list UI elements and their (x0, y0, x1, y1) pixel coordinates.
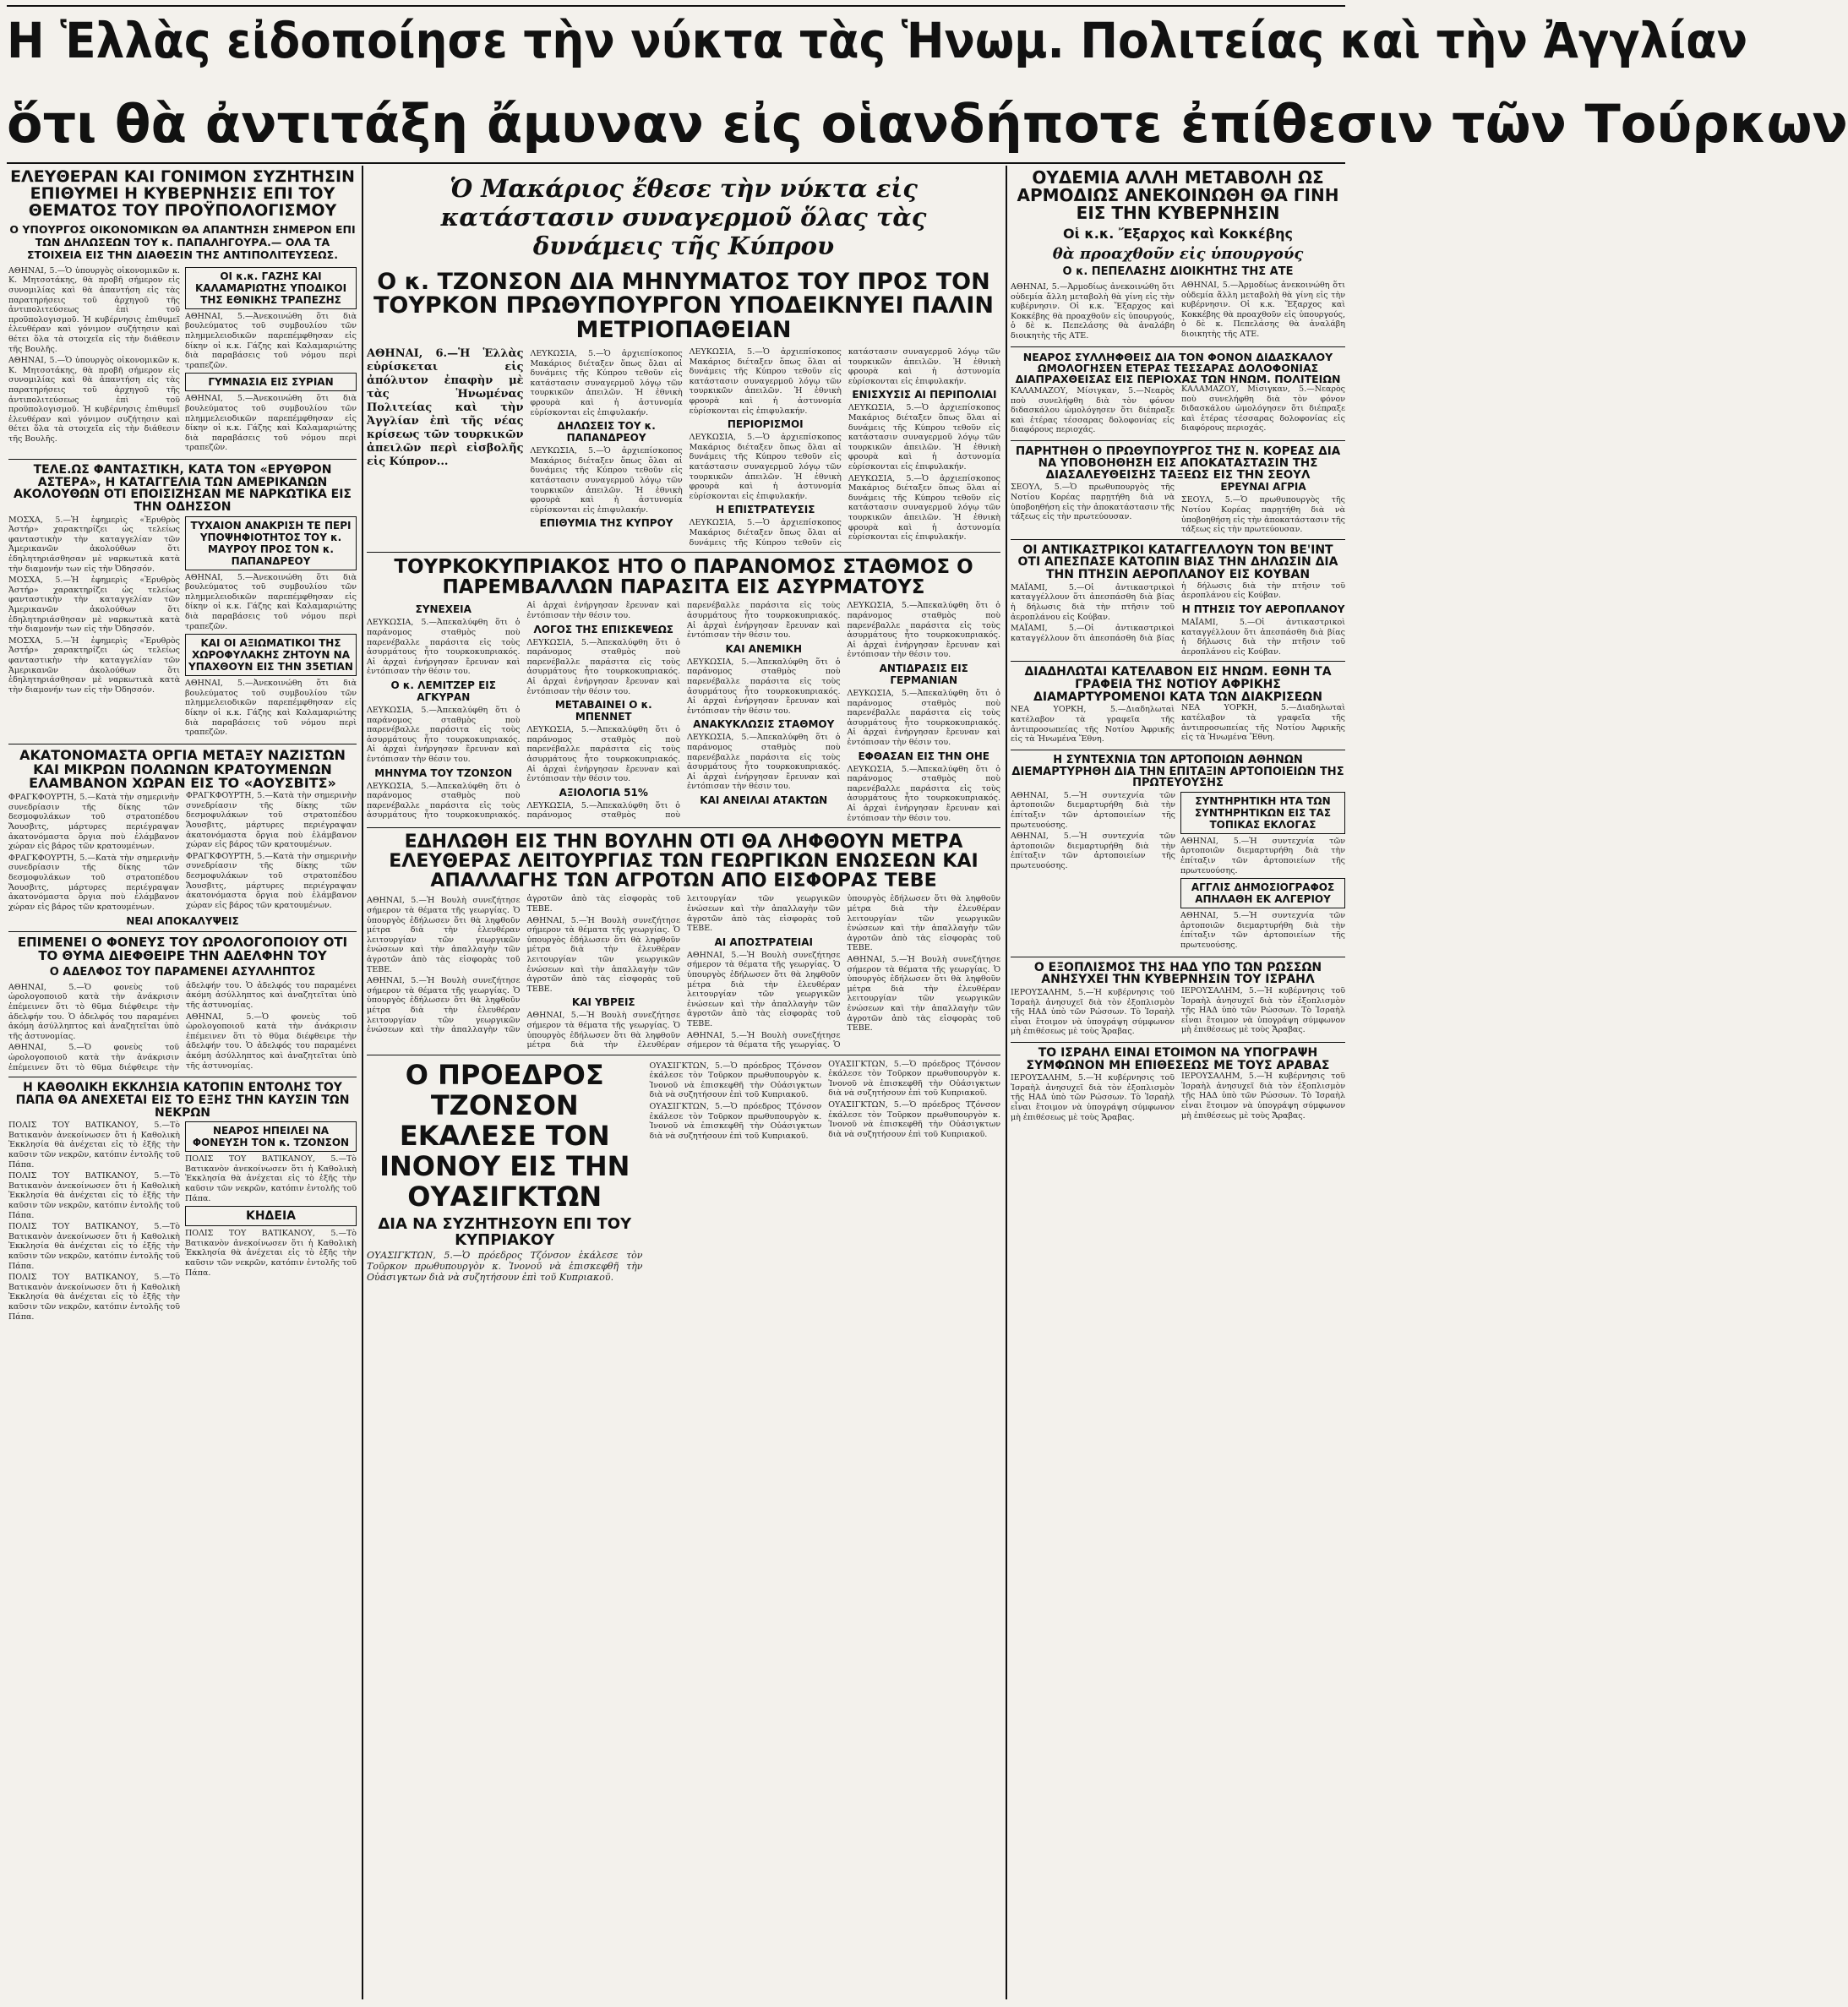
banner-headline-line1: Η Ἑλλὰς εἰδοποίησε τὴν νύκτα τὰς Ἡνωμ. Πολιτείας καὶ τὴν Ἀγγλίαν (7, 12, 1748, 69)
article-station-text-6: ΛΕΥΚΩΣΙΑ, 5.—Ἀπεκαλύφθη ὅτι ὁ παράνομος σταθμὸς ποὺ παρενέβαλλε παράσιτα εἰς τοὺς ἀσυρμάτους ἦτο τουρκοκυπριακός. Αἱ ἀρχαὶ ἐνήργησαν ἔρευναν καὶ ἐντόπισαν τὴν θέσιν του. (526, 601, 841, 821)
right-headline-cuba-flight: ΟΙ ΑΝΤΙΚΑΣΤΡΙΚΟΙ ΚΑΤΑΓΓΕΛΛΟΥΝ ΤΟΝ ΒΕ'ΙΝΤ ΟΤΙ ΑΠΕΣΠΑΣΕ ΚΑΤΟΠΙΝ ΒΙΑΣ ΤΗΝ ΔΗΛΩΣΙΝ ΔΙΑ ΤΗΝ ΠΤΗΣΙΝ ΑΕΡΟΠΛΑΝΟΥ ΕΙΣ ΚΟΥΒΑΝ (1017, 543, 1338, 582)
article-farmers-text-5: ΑΘΗΝΑΙ, 5.—Ἡ Βουλὴ συνεζήτησε σήμερον τὰ θέματα τῆς γεωργίας. Ὁ ὑπουργὸς ἐδήλωσεν ὅτι θὰ ληφθοῦν μέτρα διὰ τὴν ἐλευθέραν λειτουργίαν τῶν γεωργικῶν ἑνώσεων καὶ τὴν ἀπαλλαγὴν τῶν ἀγροτῶν ἀπὸ τὰς εἰσφορὰς τοῦ ΤΕΒΕ. (687, 950, 841, 1028)
right-headline-israel-pact: ΤΟ ΙΣΡΑΗΛ ΕΙΝΑΙ ΕΤΟΙΜΟΝ ΝΑ ΥΠΟΓΡΑΨΗ ΣΥΜΦΩΝΟΝ ΜΗ ΕΠΙΘΕΣΕΩΣ ΜΕ ΤΟΥΣ ΑΡΑΒΑΣ (1026, 1045, 1330, 1072)
right-headline-israel-uar: Ο ΕΞΟΠΛΙΣΜΟΣ ΤΗΣ ΗΑΔ ΥΠΟ ΤΩΝ ΡΩΣΣΩΝ ΑΝΗΣΥΧΕΙ ΤΗΝ ΚΥΒΕΡΝΗΣΙΝ ΤΟΥ ΙΣΡΑΗΛ (1033, 960, 1322, 987)
article-farmers-text: ΑΘΗΝΑΙ, 5.—Ἡ Βουλὴ συνεζήτησε σήμερον τὰ θέματα τῆς γεωργίας. Ὁ ὑπουργὸς ἐδήλωσεν ὅτι θὰ ληφθοῦν μέτρα διὰ τὴν ἐλευθέραν λειτουργίαν τῶν γεωργικῶν ἑνώσεων καὶ τὴν ἀπαλλαγὴν τῶν ἀγροτῶν ἀπὸ τὰς εἰσφορὰς τοῦ ΤΕΒΕ. (367, 896, 521, 974)
left-headline-auschwitz: ΑΚΑΤΟΝΟΜΑΣΤΑ ΟΡΓΙΑ ΜΕΤΑΞΥ ΝΑΖΙΣΤΩΝ ΚΑΙ ΜΙΚΡΩΝ ΠΟΛΩΝΩΝ ΚΡΑΤΟΥΜΕΝΩΝ ΕΛΑΜΒΑΝΟΝ ΧΩΡΑΝ ΕΙΣ ΤΟ «ΑΟΥΣΒΙΤΣ» (19, 746, 346, 792)
article-threat-text: ΠΟΛΙΣ ΤΟΥ ΒΑΤΙΚΑΝΟΥ, 5.—Τὸ Βατικανὸν ἀνεκοίνωσεν ὅτι ἡ Καθολικὴ Ἐκκλησία θὰ ἀνέχεται εἰς τὸ ἑξῆς τὴν καῦσιν τῶν νεκρῶν, κατόπιν ἐντολῆς τοῦ Πάπα. (185, 1154, 357, 1203)
banner-headline-line2: ὅτι θὰ ἀντιτάξη ἄμυναν εἰς οἱανδήποτε ἐπίθεσιν τῶν Τούρκων (7, 93, 1848, 155)
subhead-mobilization: Η ΕΠΙΣΤΡΑΤΕΥΣΙΣ (716, 504, 815, 516)
right-headline-teacher-murder: ΝΕΑΡΟΣ ΣΥΛΛΗΦΘΕΙΣ ΔΙΑ ΤΟΝ ΦΟΝΟΝ ΔΙΔΑΣΚΑΛΟΥ ΩΜΟΛΟΓΗΣΕΝ ΕΤΕΡΑΣ ΤΕΣΣΑΡΑΣ ΔΟΛΟΦΟΝΙΑΣ ΔΙΑΠΡΑΧΘΕΙΣΑΣ ΕΙΣ ΠΕΡΙΟΧΑΣ ΤΩΝ ΗΝΩΜ. ΠΟΛΙΤΕΙΩΝ (1015, 350, 1341, 385)
article-budget-text-2: ΑΘΗΝΑΙ, 5.—Ὁ ὑπουργὸς οἰκονομικῶν κ. Κ. Μητσοτάκης, θὰ προβῆ σήμερον εἰς συνομιλίας καὶ θὰ ἀπαντήση εἰς τὰς παρατηρήσεις τοῦ ἀρχηγοῦ τῆς ἀντιπολιτεύσεως ἐπὶ τοῦ προϋπολογισμοῦ. Ἡ κυβέρνησις ἐπιθυμεῖ ἐλευθέραν καὶ γόνιμον συζήτησιν καὶ θέτει ὅλα τὰ στοιχεῖα εἰς τὴν διάθεσιν τῆς Βουλῆς. (8, 356, 180, 444)
subhead-un-arrival: ΕΦΘΑΣΑΝ ΕΙΣ ΤΗΝ ΟΗΕ (858, 750, 990, 762)
subhead-continuation: ΣΥΝΕΧΕΙΑ (415, 603, 472, 616)
box-funeral: ΚΗΔΕΙΑ (185, 1206, 357, 1226)
article-inonu-text-2: ΟΥΑΣΙΓΚΤΩΝ, 5.—Ὁ πρόεδρος Τζόνσον ἐκάλεσε τὸν Τοῦρκον πρωθυπουργὸν κ. Ἰνονοῦ νὰ ἐπισκεφθῆ τὴν Οὐάσιγκτων διὰ νὰ συζητήσουν ἐπὶ τοῦ Κυπριακοῦ. (649, 1061, 822, 1100)
article-watchmaker-text-2: ΑΘΗΝΑΙ, 5.—Ὁ φονεὺς τοῦ ὡρολογοποιοῦ κατὰ τὴν ἀνάκρισιν ἐπέμεινεν ὅτι τὸ θῦμα διέφθειρε τὴν ἀδελφήν του. Ὁ ἀδελφός του παραμένει ἀκόμη ἀσύλληπτος καὶ ἀναζητεῖται ὑπὸ τῆς ἀστυνομίας. (8, 980, 357, 1072)
article-teacher-text: ΚΑΛΑΜΑΖΟΥ, Μίσιγκαν, 5.—Νεαρὸς ποὺ συνελήφθη διὰ τὸν φόνον διδασκάλου ὡμολόγησεν ὅτι διέπραξε καὶ ἑτέρας τέσσαρας δολοφονίας εἰς διαφόρους περιοχάς. (1011, 385, 1175, 435)
article-cuba-text: ΜΑΪΑΜΙ, 5.—Οἱ ἀντικαστρικοὶ καταγγέλλουν ὅτι ἀπεσπάσθη διὰ βίας ἡ δήλωσις διὰ τὴν πτῆσιν τοῦ ἀεροπλάνου εἰς Κούβαν. (1011, 582, 1175, 622)
article-journalist-text: ΑΘΗΝΑΙ, 5.—Ἡ συντεχνία τῶν ἀρτοποιῶν διεμαρτυρήθη διὰ τὴν ἐπίταξιν τῶν ἀρτοποιείων τῆς πρωτευούσης. (1180, 911, 1345, 950)
article-gendarmerie-text: ΑΘΗΝΑΙ, 5.—Ἀνεκοινώθη ὅτι διὰ βουλεύματος τοῦ συμβουλίου τῶν πλημμελειοδικῶν παρεπέμφθησαν εἰς δίκην οἱ κ.κ. Γάζης καὶ Καλαμαριώτης διὰ παραβάσεις τοῦ νόμου περὶ τραπεζῶν. (185, 679, 357, 738)
article-station-text-5: ΛΕΥΚΩΣΙΑ, 5.—Ἀπεκαλύφθη ὅτι ὁ παράνομος σταθμὸς ποὺ παρενέβαλλε παράσιτα εἰς τοὺς ἀσυρμάτους ἦτο τουρκοκυπριακός. Αἱ ἀρχαὶ ἐνήργησαν ἔρευναν καὶ ἐντόπισαν τὴν θέσιν του. (526, 725, 680, 784)
box-journalist: ΑΓΓΛΙΣ ΔΗΜΟΣΙΟΓΡΑΦΟΣ ΑΠΗΛΑΘΗ ΕΚ ΑΛΓΕΡΙΟΥ (1180, 878, 1345, 908)
article-israel-text-2: ΙΕΡΟΥΣΑΛΗΜ, 5.—Ἡ κυβέρνησις τοῦ Ἰσραὴλ ἀνησυχεῖ διὰ τὸν ἐξοπλισμὸν τῆς ΗΑΔ ὑπὸ τῶν Ρώσσων. Τὸ Ἰσραὴλ εἶναι ἕτοιμον νὰ ὑπογράψη σύμφωνον μὴ ἐπιθέσεως μὲ τοὺς Ἄραβας. (1181, 985, 1345, 1035)
article-inonu-text-3: ΟΥΑΣΙΓΚΤΩΝ, 5.—Ὁ πρόεδρος Τζόνσον ἐκάλεσε τὸν Τοῦρκον πρωθυπουργὸν κ. Ἰνονοῦ νὰ ἐπισκεφθῆ τὴν Οὐάσιγκτων διὰ νὰ συζητήσουν ἐπὶ τοῦ Κυπριακοῦ. (649, 1102, 822, 1141)
article-cyprus-text-7: ΛΕΥΚΩΣΙΑ, 5.—Ὁ ἀρχιεπίσκοπος Μακάριος διέταξεν ὅπως ὅλαι αἱ δυνάμεις τῆς Κύπρου τεθοῦν εἰς κατάστασιν συναγερμοῦ λόγῳ τῶν τουρκικῶν ἀπειλῶν. Ἡ ἐθνικὴ φρουρὰ καὶ ἡ ἀστυνομία εὑρίσκονται εἰς ἐπιφυλακήν. (848, 473, 1000, 543)
right-column (1011, 169, 1345, 1999)
article-farmers-text-4: ΑΘΗΝΑΙ, 5.—Ἡ Βουλὴ συνεζήτησε σήμερον τὰ θέματα τῆς γεωργίας. Ὁ ὑπουργὸς ἐδήλωσεν ὅτι θὰ ληφθοῦν μέτρα διὰ τὴν ἐλευθέραν λειτουργίαν τῶν γεωργικῶν ἑνώσεων καὶ τὴν ἀπαλλαγὴν τῶν ἀγροτῶν ἀπὸ τὰς εἰσφορὰς τοῦ ΤΕΒΕ. (526, 894, 841, 1050)
article-korea-text: ΣΕΟΥΛ, 5.—Ὁ πρωθυπουργὸς τῆς Νοτίου Κορέας παρῃτήθη διὰ νὰ ὑποβοηθήση εἰς τὴν ἀποκατάστασιν τῆς τάξεως εἰς τὴν πρωτεύουσαν. (1011, 483, 1175, 522)
subhead-johnson-message: ΜΗΝΥΜΑ ΤΟΥ ΤΖΟΝΣΟΝ (374, 766, 513, 779)
subhead-retirements: ΑΙ ΑΠΟΣΤΡΑΤΕΙΑΙ (714, 935, 814, 948)
box-threat-johnson: ΝΕΑΡΟΣ ΗΠΕΙΛΕΙ ΝΑ ΦΟΝΕΥΣΗ ΤΟΝ κ. ΤΖΟΝΣΟΝ (185, 1121, 357, 1152)
box-syria: ΓΥΜΝΑΣΙΑ ΕΙΣ ΣΥΡΙΑΝ (185, 373, 357, 391)
article-red-star-text-2: ΜΟΣΧΑ, 5.—Ἡ ἐφημερὶς «Ἐρυθρὸς Ἀστήρ» χαρακτηρίζει ὡς τελείως φανταστικὴν τὴν καταγγελίαν τῶν Ἀμερικανῶν ἀκολούθων ὅτι ἐδηλητηριάσθησαν μὲ ναρκωτικὰ κατὰ τὴν διαμονήν των εἰς τὴν Ὀδησσόν. (8, 575, 180, 635)
article-auschwitz-text-3: ΦΡΑΓΚΦΟΥΡΤΗ, 5.—Κατὰ τὴν σημερινὴν συνεδρίασιν τῆς δίκης τῶν δεσμοφυλάκων τοῦ στρατοπέδου Ἄουσβιτς, μάρτυρες περιέγραψαν ἀκατονόμαστα ὄργια ποὺ ἐλάμβανον χώραν εἰς βάρος τῶν κρατουμένων. (186, 791, 357, 850)
subhead-cyprus-wish: ΕΠΙΘΥΜΙΑ ΤΗΣ ΚΥΠΡΟΥ (539, 517, 673, 530)
article-cyprus-text: ΛΕΥΚΩΣΙΑ, 5.—Ὁ ἀρχιεπίσκοπος Μακάριος διέταξεν ὅπως ὅλαι αἱ δυνάμεις τῆς Κύπρου τεθοῦν εἰς κατάστασιν συναγερμοῦ λόγῳ τῶν τουρκικῶν ἀπειλῶν. Ἡ ἐθνικὴ φρουρὰ καὶ ἡ ἀστυνομία εὑρίσκονται εἰς ἐπιφυλακήν. (530, 349, 683, 417)
right-headline-bakers: Η ΣΥΝΤΕΧΝΙΑ ΤΩΝ ΑΡΤΟΠΟΙΩΝ ΑΘΗΝΩΝ ΔΙΕΜΑΡΤΥΡΗΘΗ ΔΙΑ ΤΗΝ ΕΠΙΤΑΞΙΝ ΑΡΤΟΠΟΙΕΙΩΝ ΤΗΣ ΠΡΩΤΕΥΟΥΣΗΣ (1011, 753, 1344, 790)
article-syria-text: ΑΘΗΝΑΙ, 5.—Ἀνεκοινώθη ὅτι διὰ βουλεύματος τοῦ συμβουλίου τῶν πλημμελειοδικῶν παρεπέμφθησαν εἰς δίκην οἱ κ.κ. Γάζης καὶ Καλαμαριώτης διὰ παραβάσεις τοῦ νόμου περὶ τραπεζῶν. (185, 394, 357, 453)
article-gazis-text: ΑΘΗΝΑΙ, 5.—Ἀνεκοινώθη ὅτι διὰ βουλεύματος τοῦ συμβουλίου τῶν πλημμελειοδικῶν παρεπέμφθησαν εἰς δίκην οἱ κ.κ. Γάζης καὶ Καλαμαριώτης διὰ παραβάσεις τοῦ νόμου περὶ τραπεζῶν. (185, 311, 357, 370)
article-station-text-9: ΛΕΥΚΩΣΙΑ, 5.—Ἀπεκαλύφθη ὅτι ὁ παράνομος σταθμὸς ποὺ παρενέβαλλε παράσιτα εἰς τοὺς ἀσυρμάτους ἦτο τουρκοκυπριακός. Αἱ ἀρχαὶ ἐνήργησαν ἔρευναν καὶ ἐντόπισαν τὴν θέσιν του. (847, 601, 1000, 660)
article-red-star-text-3: ΜΟΣΧΑ, 5.—Ἡ ἐφημερὶς «Ἐρυθρὸς Ἀστήρ» χαρακτηρίζει ὡς τελείως φανταστικὴν τὴν καταγγελίαν τῶν Ἀμερικανῶν ἀκολούθων ὅτι ἐδηλητηριάσθησαν μὲ ναρκωτικὰ κατὰ τὴν διαμονήν των εἰς τὴν Ὀδησσόν. (8, 635, 180, 695)
article-cremation-text: ΠΟΛΙΣ ΤΟΥ ΒΑΤΙΚΑΝΟΥ, 5.—Τὸ Βατικανὸν ἀνεκοίνωσεν ὅτι ἡ Καθολικὴ Ἐκκλησία θὰ ἀνέχεται εἰς τὸ ἑξῆς τὴν καῦσιν τῶν νεκρῶν, κατόπιν ἐντολῆς τοῦ Πάπα. (8, 1121, 180, 1170)
banner-rule (7, 162, 1345, 164)
article-station-text-4: ΛΕΥΚΩΣΙΑ, 5.—Ἀπεκαλύφθη ὅτι ὁ παράνομος σταθμὸς ποὺ παρενέβαλλε παράσιτα εἰς τοὺς ἀσυρμάτους ἦτο τουρκοκυπριακός. Αἱ ἀρχαὶ ἐνήργησαν ἔρευναν καὶ ἐντόπισαν τὴν θέσιν του. (526, 637, 680, 696)
article-farmers-text-2: ΑΘΗΝΑΙ, 5.—Ἡ Βουλὴ συνεζήτησε σήμερον τὰ θέματα τῆς γεωργίας. Ὁ ὑπουργὸς ἐδήλωσεν ὅτι θὰ ληφθοῦν μέτρα διὰ τὴν ἐλευθέραν λειτουργίαν τῶν γεωργικῶν ἑνώσεων καὶ τὴν ἀπαλλαγὴν τῶν ἀγροτῶν ἀπὸ τὰς εἰσφορὰς τοῦ ΤΕΒΕ. (367, 894, 680, 1035)
subhead-new-revelations: ΝΕΑΙ ΑΠΟΚΑΛΥΨΕΙΣ (126, 915, 239, 928)
left-column (8, 169, 357, 1999)
center-headline-radio-station: ΤΟΥΡΚΟΚΥΠΡΙΑΚΟΣ ΗΤΟ Ο ΠΑΡΑΝΟΜΟΣ ΣΤΑΘΜΟΣ Ο ΠΑΡΕΜΒΑΛΛΩΝ ΠΑΡΑΣΙΤΑ ΕΙΣ ΑΣΥΡΜΑΤΟΥΣ (394, 556, 973, 599)
article-cremation-text-2: ΠΟΛΙΣ ΤΟΥ ΒΑΤΙΚΑΝΟΥ, 5.—Τὸ Βατικανὸν ἀνεκοίνωσεν ὅτι ἡ Καθολικὴ Ἐκκλησία θὰ ἀνέχεται εἰς τὸ ἑξῆς τὴν καῦσιν τῶν νεκρῶν, κατόπιν ἐντολῆς τοῦ Πάπα. (8, 1171, 180, 1220)
box-conservatives: ΣΥΝΤΗΡΗΤΙΚΗ ΗΤΑ ΤΩΝ ΣΥΝΤΗΡΗΤΙΚΩΝ ΕΙΣ ΤΑΣ ΤΟΠΙΚΑΣ ΕΚΛΟΓΑΣ (1180, 792, 1345, 834)
box-gazis: ΟΙ κ.κ. ΓΑΖΗΣ ΚΑΙ ΚΑΛΑΜΑΡΙΩΤΗΣ ΥΠΟΔΙΚΟΙ ΤΗΣ ΕΘΝΙΚΗΣ ΤΡΑΠΕΖΗΣ (185, 267, 357, 309)
article-pact-text-2: ΙΕΡΟΥΣΑΛΗΜ, 5.—Ἡ κυβέρνησις τοῦ Ἰσραὴλ ἀνησυχεῖ διὰ τὸν ἐξοπλισμὸν τῆς ΗΑΔ ὑπὸ τῶν Ρώσσων. Τὸ Ἰσραὴλ εἶναι ἕτοιμον νὰ ὑπογράψη σύμφωνον μὴ ἐπιθέσεως μὲ τοὺς Ἄραβας. (1181, 1072, 1345, 1121)
divider-left (362, 166, 363, 1999)
center-headline-johnson-message: Ο κ. ΤΖΟΝΣΟΝ ΔΙΑ ΜΗΝΥΜΑΤΟΣ ΤΟΥ ΠΡΟΣ ΤΟΝ ΤΟΥΡΚΟΝ ΠΡΩΘΥΠΟΥΡΓΟΝ ΥΠΟΔΕΙΚΝΥΕΙ ΠΑΛΙΝ ΜΕΤΡΙΟΠΑΘΕΙΑΝ (373, 269, 994, 343)
right-headline-government: ΟΥΔΕΜΙΑ ΑΛΛΗ ΜΕΤΑΒΟΛΗ ΩΣ ΑΡΜΟΔΙΩΣ ΑΝΕΚΟΙΝΩΘΗ ΘΑ ΓΙΝΗ ΕΙΣ ΤΗΝ ΚΥΒΕΡΝΗΣΙΝ (1017, 167, 1339, 223)
right-headline-korea: ΠΑΡΗΤΗΘΗ Ο ΠΡΩΘΥΠΟΥΡΓΟΣ ΤΗΣ Ν. ΚΟΡΕΑΣ ΔΙΑ ΝΑ ΥΠΟΒΟΗΘΗΣΗ ΕΙΣ ΑΠΟΚΑΤΑΣΤΑΣΙΝ ΤΗΣ ΔΙΑΣΑΛΕΥΘΕΙΣΗΣ ΤΑΞΕΩΣ ΕΙΣ ΤΗΝ ΣΕΟΥΛ (1015, 444, 1341, 483)
article-station-text-3: ΛΕΥΚΩΣΙΑ, 5.—Ἀπεκαλύφθη ὅτι ὁ παράνομος σταθμὸς ποὺ παρενέβαλλε παράσιτα εἰς τοὺς ἀσυρμάτους ἦτο τουρκοκυπριακός. Αἱ ἀρχαὶ ἐνήργησαν ἔρευναν καὶ ἐντόπισαν τὴν θέσιν του. (367, 601, 680, 821)
center-column (367, 169, 1000, 1999)
article-auschwitz-text: ΦΡΑΓΚΦΟΥΡΤΗ, 5.—Κατὰ τὴν σημερινὴν συνεδρίασιν τῆς δίκης τῶν δεσμοφυλάκων τοῦ στρατοπέδου Ἄουσβιτς, μάρτυρες περιέγραψαν ἀκατονόμαστα ὄργια ποὺ ἐλάμβανον χώραν εἰς βάρος τῶν κρατουμένων. (8, 793, 179, 852)
subhead-irregulars: ΚΑΙ ΑΝΕΙΛΑΙ ΑΤΑΚΤΩΝ (700, 794, 828, 806)
article-funeral-text: ΠΟΛΙΣ ΤΟΥ ΒΑΤΙΚΑΝΟΥ, 5.—Τὸ Βατικανὸν ἀνεκοίνωσεν ὅτι ἡ Καθολικὴ Ἐκκλησία θὰ ἀνέχεται εἰς τὸ ἑξῆς τὴν καῦσιν τῶν νεκρῶν, κατόπιν ἐντολῆς τοῦ Πάπα. (185, 1229, 357, 1278)
article-station-text: ΛΕΥΚΩΣΙΑ, 5.—Ἀπεκαλύφθη ὅτι ὁ παράνομος σταθμὸς ποὺ παρενέβαλλε παράσιτα εἰς τοὺς ἀσυρμάτους ἦτο τουρκοκυπριακός. Αἱ ἀρχαὶ ἐνήργησαν ἔρευναν καὶ ἐντόπισαν τὴν θέσιν του. (367, 618, 521, 677)
article-government-text: ΑΘΗΝΑΙ, 5.—Ἀρμοδίως ἀνεκοινώθη ὅτι οὐδεμία ἄλλη μεταβολὴ θὰ γίνη εἰς τὴν κυβέρνησιν. Οἱ κ.κ. Ἔξαρχος καὶ Κοκκέβης θὰ προαχθοῦν εἰς ὑπουργούς, ὁ δὲ κ. Πεπελάσης θὰ ἀναλάβη διοικητὴς τῆς ΑΤΕ. (1011, 282, 1175, 341)
article-bakers-text: ΑΘΗΝΑΙ, 5.—Ἡ συντεχνία τῶν ἀρτοποιῶν διεμαρτυρήθη διὰ τὴν ἐπίταξιν τῶν ἀρτοποιείων τῆς πρωτευούσης. (1011, 790, 1175, 830)
article-farmers-text-6: ΑΘΗΝΑΙ, 5.—Ἡ Βουλὴ συνεζήτησε σήμερον τὰ θέματα τῆς γεωργίας. Ὁ ὑπουργὸς ἐδήλωσεν ὅτι θὰ ληφθοῦν μέτρα διὰ τὴν ἐλευθέραν λειτουργίαν τῶν γεωργικῶν ἑνώσεων καὶ τὴν ἀπαλλαγὴν τῶν ἀγροτῶν ἀπὸ τὰς εἰσφορὰς τοῦ ΤΕΒΕ. (687, 894, 1000, 1050)
right-subhead-ministers: Οἱ κ.κ. Ἔξαρχος καὶ Κοκκέβης (1062, 226, 1294, 242)
article-cyprus-text-5: ΛΕΥΚΩΣΙΑ, 5.—Ὁ ἀρχιεπίσκοπος Μακάριος διέταξεν ὅπως ὅλαι αἱ δυνάμεις τῆς Κύπρου τεθοῦν εἰς κατάστασιν συναγερμοῦ λόγῳ τῶν τουρκικῶν ἀπειλῶν. Ἡ ἐθνικὴ φρουρὰ καὶ ἡ ἀστυνομία εὑρίσκονται εἰς ἐπιφυλακήν. (689, 347, 1000, 548)
article-un-text: ΝΕΑ ΥΟΡΚΗ, 5.—Διαδηλωταὶ κατέλαβον τὰ γραφεῖα τῆς ἀντιπροσωπείας τῆς Νοτίου Ἀφρικῆς εἰς τὰ Ἡνωμένα Ἔθνη. (1011, 705, 1175, 744)
center-lead-text: ΑΘΗΝΑΙ, 6.—Ἡ Ἑλλὰς εὑρίσκεται εἰς ἀπόλυτον ἐπαφὴν μὲ τὰς Ἡνωμένας Πολιτείας καὶ τὴν Ἀγγλίαν ἐπὶ τῆς νέας κρίσεως τῶν τουρκικῶν ἀπειλῶν περὶ εἰσβολῆς εἰς Κύπρον... (367, 347, 524, 469)
subhead-insults: ΚΑΙ ΥΒΡΕΙΣ (571, 996, 635, 1009)
article-station-text-7: ΛΕΥΚΩΣΙΑ, 5.—Ἀπεκαλύφθη ὅτι ὁ παράνομος σταθμὸς ποὺ παρενέβαλλε παράσιτα εἰς τοὺς ἀσυρμάτους ἦτο τουρκοκυπριακός. Αἱ ἀρχαὶ ἐνήργησαν ἔρευναν καὶ ἐντόπισαν τὴν θέσιν του. (687, 657, 841, 716)
center-headline-inonu: Ο ΠΡΟΕΔΡΟΣ ΤΖΟΝΣΟΝ ΕΚΑΛΕΣΕ ΤΟΝ ΙΝΟΝΟΥ ΕΙΣ ΤΗΝ ΟΥΑΣΙΓΚΤΩΝ (379, 1058, 630, 1213)
subhead-51-percent: ΑΞΙΟΛΟΓΙΑ 51% (559, 786, 648, 799)
article-farmers-text-3: ΑΘΗΝΑΙ, 5.—Ἡ Βουλὴ συνεζήτησε σήμερον τὰ θέματα τῆς γεωργίας. Ὁ ὑπουργὸς ἐδήλωσεν ὅτι θὰ ληφθοῦν μέτρα διὰ τὴν ἐλευθέραν λειτουργίαν τῶν γεωργικῶν ἑνώσεων καὶ τὴν ἀπαλλαγὴν τῶν ἀγροτῶν ἀπὸ τὰς εἰσφορὰς τοῦ ΤΕΒΕ. (526, 915, 680, 994)
article-auschwitz-text-4: ΦΡΑΓΚΦΟΥΡΤΗ, 5.—Κατὰ τὴν σημερινὴν συνεδρίασιν τῆς δίκης τῶν δεσμοφυλάκων τοῦ στρατοπέδου Ἄουσβιτς, μάρτυρες περιέγραψαν ἀκατονόμαστα ὄργια ποὺ ἐλάμβανον χώραν εἰς βάρος τῶν κρατουμένων. (186, 851, 357, 910)
right-ital-promotion: θὰ προαχθοῦν εἰς ὑπουργούς (1052, 245, 1304, 263)
subhead-anemic: ΚΑΙ ΑΝΕΜΙΚΗ (725, 642, 802, 655)
article-un-text-2: ΝΕΑ ΥΟΡΚΗ, 5.—Διαδηλωταὶ κατέλαβον τὰ γραφεῖα τῆς ἀντιπροσωπείας τῆς Νοτίου Ἀφρικῆς εἰς τὰ Ἡνωμένα Ἔθνη. (1181, 703, 1345, 743)
article-cyprus-text-3: ΛΕΥΚΩΣΙΑ, 5.—Ὁ ἀρχιεπίσκοπος Μακάριος διέταξεν ὅπως ὅλαι αἱ δυνάμεις τῆς Κύπρου τεθοῦν εἰς κατάστασιν συναγερμοῦ λόγῳ τῶν τουρκικῶν ἀπειλῶν. Ἡ ἐθνικὴ φρουρὰ καὶ ἡ ἀστυνομία εὑρίσκονται εἰς ἐπιφυλακήν. (689, 347, 842, 416)
subhead-wild-searches: ΕΡΕΥΝΑΙ ΑΓΡΙΑ (1220, 481, 1306, 494)
article-budget-text: ΑΘΗΝΑΙ, 5.—Ὁ ὑπουργὸς οἰκονομικῶν κ. Κ. Μητσοτάκης, θὰ προβῆ σήμερον εἰς συνομιλίας καὶ θὰ ἀπαντήση εἰς τὰς παρατηρήσεις τοῦ ἀρχηγοῦ τῆς ἀντιπολιτεύσεως ἐπὶ τοῦ προϋπολογισμοῦ. Ἡ κυβέρνησις ἐπιθυμεῖ ἐλευθέραν καὶ γόνιμον συζήτησιν καὶ θέτει ὅλα τὰ στοιχεῖα εἰς τὴν διάθεσιν τῆς Βουλῆς. (8, 265, 180, 354)
article-pact-text: ΙΕΡΟΥΣΑΛΗΜ, 5.—Ἡ κυβέρνησις τοῦ Ἰσραὴλ ἀνησυχεῖ διὰ τὸν ἐξοπλισμὸν τῆς ΗΑΔ ὑπὸ τῶν Ρώσσων. Τὸ Ἰσραὴλ εἶναι ἕτοιμον νὰ ὑπογράψη σύμφωνον μὴ ἐπιθέσεως μὲ τοὺς Ἄραβας. (1011, 1073, 1175, 1122)
article-cyprus-text-6: ΛΕΥΚΩΣΙΑ, 5.—Ὁ ἀρχιεπίσκοπος Μακάριος διέταξεν ὅπως ὅλαι αἱ δυνάμεις τῆς Κύπρου τεθοῦν εἰς κατάστασιν συναγερμοῦ λόγῳ τῶν τουρκικῶν ἀπειλῶν. Ἡ ἐθνικὴ φρουρὰ καὶ ἡ ἀστυνομία εὑρίσκονται εἰς ἐπιφυλακήν. (848, 403, 1000, 472)
right-subhead-ate: Ο κ. ΠΕΠΕΛΑΣΗΣ ΔΙΟΙΚΗΤΗΣ ΤΗΣ ΑΤΕ (1062, 265, 1294, 278)
box-mavros: ΤΥΧΑΙΟΝ ΑΝΑΚΡΙΣΗ ΤΕ ΠΕΡΙ ΥΠΟΨΗΦΙΟΤΗΤΟΣ ΤΟΥ κ. ΜΑΥΡΟΥ ΠΡΟΣ ΤΟΝ κ. ΠΑΠΑΝΔΡΕΟΥ (185, 516, 357, 570)
article-cyprus-text-4: ΛΕΥΚΩΣΙΑ, 5.—Ὁ ἀρχιεπίσκοπος Μακάριος διέταξεν ὅπως ὅλαι αἱ δυνάμεις τῆς Κύπρου τεθοῦν εἰς κατάστασιν συναγερμοῦ λόγῳ τῶν τουρκικῶν ἀπειλῶν. Ἡ ἐθνικὴ φρουρὰ καὶ ἡ ἀστυνομία εὑρίσκονται εἰς ἐπιφυλακήν. (689, 433, 842, 501)
subhead-plane-flight: Η ΠΤΗΣΙΣ ΤΟΥ ΑΕΡΟΠΛΑΝΟΥ (1181, 603, 1345, 616)
article-korea-text-2: ΣΕΟΥΛ, 5.—Ὁ πρωθυπουργὸς τῆς Νοτίου Κορέας παρῃτήθη διὰ νὰ ὑποβοηθήση εἰς τὴν ἀποκατάστασιν τῆς τάξεως εἰς τὴν πρωτεύουσαν. (1181, 495, 1345, 535)
article-station-text-10: ΛΕΥΚΩΣΙΑ, 5.—Ἀπεκαλύφθη ὅτι ὁ παράνομος σταθμὸς ποὺ παρενέβαλλε παράσιτα εἰς τοὺς ἀσυρμάτους ἦτο τουρκοκυπριακός. Αἱ ἀρχαὶ ἐνήργησαν ἔρευναν καὶ ἐντόπισαν τὴν θέσιν του. (847, 688, 1000, 747)
article-station-text-11: ΛΕΥΚΩΣΙΑ, 5.—Ἀπεκαλύφθη ὅτι ὁ παράνομος σταθμὸς ποὺ παρενέβαλλε παράσιτα εἰς τοὺς ἀσυρμάτους ἦτο τουρκοκυπριακός. Αἱ ἀρχαὶ ἐνήργησαν ἔρευναν καὶ ἐντόπισαν τὴν θέσιν του. (847, 764, 1000, 823)
article-red-star-text: ΜΟΣΧΑ, 5.—Ἡ ἐφημερὶς «Ἐρυθρὸς Ἀστήρ» χαρακτηρίζει ὡς τελείως φανταστικὴν τὴν καταγγελίαν τῶν Ἀμερικανῶν ἀκολούθων ὅτι ἐδηλητηριάσθησαν μὲ ναρκωτικὰ κατὰ τὴν διαμονήν των εἰς τὴν Ὀδησσόν. (8, 515, 180, 574)
article-israel-text: ΙΕΡΟΥΣΑΛΗΜ, 5.—Ἡ κυβέρνησις τοῦ Ἰσραὴλ ἀνησυχεῖ διὰ τὸν ἐξοπλισμὸν τῆς ΗΑΔ ὑπὸ τῶν Ρώσσων. Τὸ Ἰσραὴλ εἶναι ἕτοιμον νὰ ὑπογράψη σύμφωνον μὴ ἐπιθέσεως μὲ τοὺς Ἄραβας. (1011, 987, 1175, 1037)
subhead-patrols: ΕΝΙΣΧΥΣΙΣ ΑΙ ΠΕΡΙΠΟΛΙΑΙ (852, 389, 997, 401)
article-cyprus-text-2: ΛΕΥΚΩΣΙΑ, 5.—Ὁ ἀρχιεπίσκοπος Μακάριος διέταξεν ὅπως ὅλαι αἱ δυνάμεις τῆς Κύπρου τεθοῦν εἰς κατάστασιν συναγερμοῦ λόγῳ τῶν τουρκικῶν ἀπειλῶν. Ἡ ἐθνικὴ φρουρὰ καὶ ἡ ἀστυνομία εὑρίσκονται εἰς ἐπιφυλακήν. (530, 446, 683, 515)
article-station-text-8: ΛΕΥΚΩΣΙΑ, 5.—Ἀπεκαλύφθη ὅτι ὁ παράνομος σταθμὸς ποὺ παρενέβαλλε παράσιτα εἰς τοὺς ἀσυρμάτους ἦτο τουρκοκυπριακός. Αἱ ἀρχαὶ ἐνήργησαν ἔρευναν καὶ ἐντόπισαν τὴν θέσιν του. (687, 733, 841, 792)
article-farmers-text-7: ΑΘΗΝΑΙ, 5.—Ἡ Βουλὴ συνεζήτησε σήμερον τὰ θέματα τῆς γεωργίας. Ὁ ὑπουργὸς ἐδήλωσεν ὅτι θὰ ληφθοῦν μέτρα διὰ τὴν ἐλευθέραν λειτουργίαν τῶν γεωργικῶν ἑνώσεων καὶ τὴν ἀπαλλαγὴν τῶν ἀγροτῶν ἀπὸ τὰς εἰσφορὰς τοῦ ΤΕΒΕ. (847, 954, 1000, 1033)
article-auschwitz-text-2: ΦΡΑΓΚΦΟΥΡΤΗ, 5.—Κατὰ τὴν σημερινὴν συνεδρίασιν τῆς δίκης τῶν δεσμοφυλάκων τοῦ στρατοπέδου Ἄουσβιτς, μάρτυρες περιέγραψαν ἀκατονόμαστα ὄργια ποὺ ἐλάμβανον χώραν εἰς βάρος τῶν κρατουμένων. (8, 853, 179, 912)
article-inonu-text: ΟΥΑΣΙΓΚΤΩΝ, 5.—Ὁ πρόεδρος Τζόνσον ἐκάλεσε τὸν Τοῦρκον πρωθυπουργὸν κ. Ἰνονοῦ νὰ ἐπισκεφθῆ τὴν Οὐάσιγκτων διὰ νὰ συζητήσουν ἐπὶ τοῦ Κυπριακοῦ. (367, 1250, 643, 1284)
article-watchmaker-text: ΑΘΗΝΑΙ, 5.—Ὁ φονεὺς τοῦ ὡρολογοποιοῦ κατὰ τὴν ἀνάκρισιν ἐπέμεινεν ὅτι τὸ θῦμα διέφθειρε τὴν ἀδελφήν του. Ὁ ἀδελφός του παραμένει ἀκόμη ἀσύλληπτος καὶ ἀναζητεῖται ὑπὸ τῆς ἀστυνομίας. (8, 982, 179, 1041)
left-headline-budget: ΕΛΕΥΘΕΡΑΝ ΚΑΙ ΓΟΝΙΜΟΝ ΣΥΖΗΤΗΣΙΝ ΕΠΙΘΥΜΕΙ Η ΚΥΒΕΡΝΗΣΙΣ ΕΠΙ ΤΟΥ ΘΕΜΑΤΟΣ ΤΟΥ ΠΡΟΫΠΟΛΟΓΙΣΜΟΥ (10, 167, 355, 220)
article-cuba-text-2: ΜΑΪΑΜΙ, 5.—Οἱ ἀντικαστρικοὶ καταγγέλλουν ὅτι ἀπεσπάσθη διὰ βίας ἡ δήλωσις διὰ τὴν πτῆσιν τοῦ ἀεροπλάνου εἰς Κούβαν. (1011, 581, 1345, 643)
center-subhead-inonu: ΔΙΑ ΝΑ ΣΥΖΗΤΗΣΟΥΝ ΕΠΙ ΤΟΥ ΚΥΠΡΙΑΚΟΥ (378, 1214, 632, 1249)
article-teacher-text-2: ΚΑΛΑΜΑΖΟΥ, Μίσιγκαν, 5.—Νεαρὸς ποὺ συνελήφθη διὰ τὸν φόνον διδασκάλου ὡμολόγησεν ὅτι διέπραξε καὶ ἑτέρας τέσσαρας δολοφονίας εἰς διαφόρους περιοχάς. (1181, 384, 1345, 434)
article-bakers-text-2: ΑΘΗΝΑΙ, 5.—Ἡ συντεχνία τῶν ἀρτοποιῶν διεμαρτυρήθη διὰ τὴν ἐπίταξιν τῶν ἀρτοποιείων τῆς πρωτευούσης. (1011, 832, 1175, 870)
subhead-papandreou: ΔΗΛΩΣΕΙΣ ΤΟΥ κ. ΠΑΠΑΝΔΡΕΟΥ (557, 420, 656, 444)
left-headline-watchmaker: ΕΠΙΜΕΝΕΙ Ο ΦΟΝΕΥΣ ΤΟΥ ΩΡΟΛΟΓΟΠΟΙΟΥ ΟΤΙ ΤΟ ΘΥΜΑ ΔΙΕΦΘΕΙΡΕ ΤΗΝ ΑΔΕΛΦΗΝ ΤΟΥ (17, 935, 348, 964)
article-mavros-text: ΑΘΗΝΑΙ, 5.—Ἀνεκοινώθη ὅτι διὰ βουλεύματος τοῦ συμβουλίου τῶν πλημμελειοδικῶν παρεπέμφθησαν εἰς δίκην οἱ κ.κ. Γάζης καὶ Καλαμαριώτης διὰ παραβάσεις τοῦ νόμου περὶ τραπεζῶν. (185, 572, 357, 631)
left-headline-red-star: ΤΕΛΕ.ΩΣ ΦΑΝΤΑΣΤΙΚΗ, ΚΑΤΑ ΤΟΝ «ΕΡΥΘΡΟΝ ΑΣΤΕΡΑ», Η ΚΑΤΑΓΓΕΛΙΑ ΤΩΝ ΑΜΕΡΙΚΑΝΩΝ ΑΚΟΛΟΥΘΩΝ ΟΤΙ ΕΠΟΙΣΙΖΗΣΑΝ ΜΕ ΝΑΡΚΩΤΙΚΑ ΕΙΣ ΤΗΝ ΟΔΗΣΣΟΝ (14, 462, 352, 514)
left-subhead-watchmaker: Ο ΑΔΕΛΦΟΣ ΤΟΥ ΠΑΡΑΜΕΝΕΙ ΑΣΥΛΛΗΠΤΟΣ (49, 965, 316, 979)
subhead-station-discovery: ΑΝΑΚΥΚΛΩΣΙΣ ΣΤΑΘΜΟΥ (693, 718, 835, 731)
article-government-text-2: ΑΘΗΝΑΙ, 5.—Ἀρμοδίως ἀνεκοινώθη ὅτι οὐδεμία ἄλλη μεταβολὴ θὰ γίνη εἰς τὴν κυβέρνησιν. Οἱ κ.κ. Ἔξαρχος καὶ Κοκκέβης θὰ προαχθοῦν εἰς ὑπουργούς, ὁ δὲ κ. Πεπελάσης θὰ ἀναλάβη διοικητὴς τῆς ΑΤΕ. (1181, 281, 1345, 339)
right-headline-un-protest: ΔΙΑΔΗΛΩΤΑΙ ΚΑΤΕΛΑΒΟΝ ΕΙΣ ΗΝΩΜ. ΕΘΝΗ ΤΑ ΓΡΑΦΕΙΑ ΤΗΣ ΝΟΤΙΟΥ ΑΦΡΙΚΗΣ ΔΙΑΜΑΡΤΥΡΟΜΕΝΟΙ ΚΑΤΑ ΤΩΝ ΔΙΑΚΡΙΣΕΩΝ (1024, 665, 1332, 704)
article-cuba-text-3: ΜΑΪΑΜΙ, 5.—Οἱ ἀντικαστρικοὶ καταγγέλλουν ὅτι ἀπεσπάσθη διὰ βίας ἡ δήλωσις διὰ τὴν πτῆσιν τοῦ ἀεροπλάνου εἰς Κούβαν. (1181, 618, 1345, 657)
box-gendarmerie: ΚΑΙ ΟΙ ΑΞΙΩΜΑΤΙΚΟΙ ΤΗΣ ΧΩΡΟΦΥΛΑΚΗΣ ΖΗΤΟΥΝ ΝΑ ΥΠΑΧΘΟΥΝ ΕΙΣ ΤΗΝ 35ΕΤΙΑΝ (185, 634, 357, 676)
center-headline-makarios: Ὁ Μακάριος ἔθεσε τὴν νύκτα εἰς κατάστασιν συναγερμοῦ ὅλας τὰς δυνάμεις τῆς Κύπρου (440, 174, 927, 260)
article-inonu-text-5: ΟΥΑΣΙΓΚΤΩΝ, 5.—Ὁ πρόεδρος Τζόνσον ἐκάλεσε τὸν Τοῦρκον πρωθυπουργὸν κ. Ἰνονοῦ νὰ ἐπισκεφθῆ τὴν Οὐάσιγκτων διὰ νὰ συζητήσουν ἐπὶ τοῦ Κυπριακοῦ. (828, 1100, 1000, 1139)
top-rule (7, 5, 1345, 7)
subhead-restrictions: ΠΕΡΙΟΡΙΣΜΟΙ (727, 418, 804, 431)
subhead-bennett: ΜΕΤΑΒΑΙΝΕΙ Ο κ. ΜΠΕΝΝΕΤ (554, 699, 652, 723)
article-station-text-2: ΛΕΥΚΩΣΙΑ, 5.—Ἀπεκαλύφθη ὅτι ὁ παράνομος σταθμὸς ποὺ παρενέβαλλε παράσιτα εἰς τοὺς ἀσυρμάτους ἦτο τουρκοκυπριακός. Αἱ ἀρχαὶ ἐνήργησαν ἔρευναν καὶ ἐντόπισαν τὴν θέσιν του. (367, 705, 521, 764)
article-conservatives-text: ΑΘΗΝΑΙ, 5.—Ἡ συντεχνία τῶν ἀρτοποιῶν διεμαρτυρήθη διὰ τὴν ἐπίταξιν τῶν ἀρτοποιείων τῆς πρωτευούσης. (1180, 836, 1345, 875)
article-cremation-text-4: ΠΟΛΙΣ ΤΟΥ ΒΑΤΙΚΑΝΟΥ, 5.—Τὸ Βατικανὸν ἀνεκοίνωσεν ὅτι ἡ Καθολικὴ Ἐκκλησία θὰ ἀνέχεται εἰς τὸ ἑξῆς τὴν καῦσιν τῶν νεκρῶν, κατόπιν ἐντολῆς τοῦ Πάπα. (8, 1273, 180, 1322)
left-headline-cremation: Η ΚΑΘΟΛΙΚΗ ΕΚΚΛΗΣΙΑ ΚΑΤΟΠΙΝ ΕΝΤΟΛΗΣ ΤΟΥ ΠΑΠΑ ΘΑ ΑΝΕΧΕΤΑΙ ΕΙΣ ΤΟ ΕΞΗΣ ΤΗΝ ΚΑΥΣΙΝ ΤΩΝ ΝΕΚΡΩΝ (15, 1081, 350, 1120)
article-cremation-text-3: ΠΟΛΙΣ ΤΟΥ ΒΑΤΙΚΑΝΟΥ, 5.—Τὸ Βατικανὸν ἀνεκοίνωσεν ὅτι ἡ Καθολικὴ Ἐκκλησία θὰ ἀνέχεται εἰς τὸ ἑξῆς τὴν καῦσιν τῶν νεκρῶν, κατόπιν ἐντολῆς τοῦ Πάπα. (8, 1222, 180, 1271)
left-subhead-budget: Ο ΥΠΟΥΡΓΟΣ ΟΙΚΟΝΟΜΙΚΩΝ ΘΑ ΑΠΑΝΤΗΣΗ ΣΗΜΕΡΟΝ ΕΠΙ ΤΩΝ ΔΗΛΩΣΕΩΝ ΤΟΥ κ. ΠΑΠΑΛΗΓΟΥΡΑ.— ΟΛΑ ΤΑ ΣΤΟΙΧΕΙΑ ΕΙΣ ΤΗΝ ΔΙΑΘΕΣΙΝ ΤΗΣ ΑΝΤΙΠΟΛΙΤΕΥΣΕΩΣ. (9, 222, 356, 261)
center-headline-farmers: ΕΔΗΛΩΘΗ ΕΙΣ ΤΗΝ ΒΟΥΛΗΝ ΟΤΙ ΘΑ ΛΗΦΘΟΥΝ ΜΕΤΡΑ ΕΛΕΥΘΕΡΑΣ ΛΕΙΤΟΥΡΓΙΑΣ ΤΩΝ ΓΕΩΡΓΙΚΩΝ ΕΝΩΣΕΩΝ ΚΑΙ ΑΠΑΛΛΑΓΗΣ ΤΩΝ ΑΓΡΟΤΩΝ ΑΠΟ ΕΙΣΦΟΡΑΣ ΤΕΒΕ (389, 832, 979, 892)
article-inonu-text-4: ΟΥΑΣΙΓΚΤΩΝ, 5.—Ὁ πρόεδρος Τζόνσον ἐκάλεσε τὸν Τοῦρκον πρωθυπουργὸν κ. Ἰνονοῦ νὰ ἐπισκεφθῆ τὴν Οὐάσιγκτων διὰ νὰ συζητήσουν ἐπὶ τοῦ Κυπριακοῦ. (828, 1059, 1000, 1099)
divider-right (1006, 166, 1007, 1999)
subhead-visit-reason: ΛΟΓΟΣ ΤΗΣ ΕΠΙΣΚΕΨΕΩΣ (533, 623, 673, 635)
subhead-lemnitzer: Ο κ. ΛΕΜΙΤΖΕΡ ΕΙΣ ΑΓΚΥΡΑΝ (390, 679, 496, 703)
article-watchmaker-text-3: ΑΘΗΝΑΙ, 5.—Ὁ φονεὺς τοῦ ὡρολογοποιοῦ κατὰ τὴν ἀνάκρισιν ἐπέμεινεν ὅτι τὸ θῦμα διέφθειρε τὴν ἀδελφήν του. Ὁ ἀδελφός του παραμένει ἀκόμη ἀσύλληπτος καὶ ἀναζητεῖται ὑπὸ τῆς ἀστυνομίας. (186, 1012, 357, 1071)
subhead-germany: ΑΝΤΙΔΡΑΣΙΣ ΕΙΣ ΓΕΡΜΑΝΙΑΝ (879, 662, 968, 686)
